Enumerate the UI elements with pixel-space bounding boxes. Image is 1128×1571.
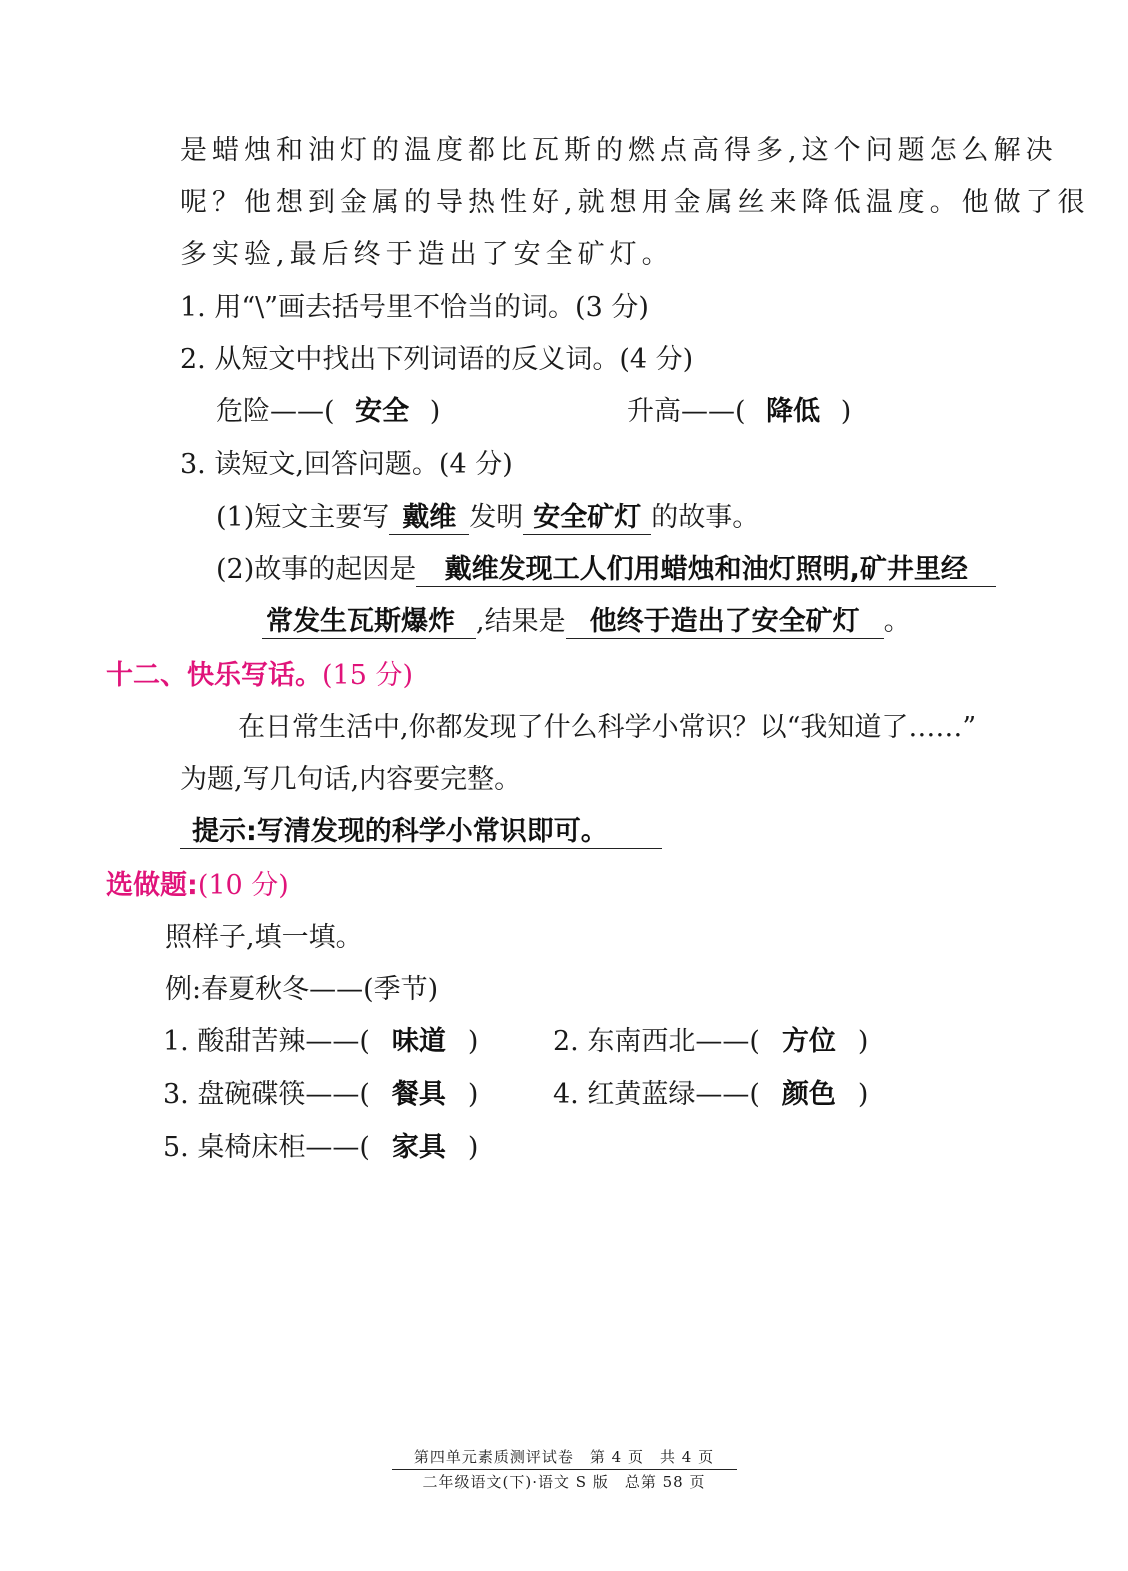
section-12-score: (15 分)	[322, 660, 414, 691]
section-12-para-2: 为题,写几句话,内容要完整。	[180, 764, 522, 795]
q3-sub-1	[216, 500, 759, 536]
q2-item-2-close: )	[840, 396, 852, 427]
q3-sub-2-answer-1b: 常发生瓦斯爆炸	[262, 606, 476, 639]
optional-item-label: 2. 东南西北——(	[553, 1026, 760, 1057]
passage-line-1: 是蜡烛和油灯的温度都比瓦斯的燃点高得多,这个问题怎么解决	[180, 135, 1058, 166]
optional-instruction: 照样子,填一填。	[165, 922, 363, 953]
q3-sub-2-line-2	[262, 604, 911, 640]
section-12-title: 十二、快乐写话。	[106, 660, 322, 691]
q2-item-1-answer: 安全	[355, 396, 410, 427]
section-12-para-1: 在日常生活中,你都发现了什么科学小常识？以“我知道了……”	[238, 712, 977, 743]
optional-title: 选做题:	[106, 870, 198, 901]
question-1: 1. 用“\”画去括号里不恰当的词。(3 分)	[180, 292, 649, 323]
q3-sub-1-suffix: 的故事。	[651, 502, 760, 533]
q3-sub-1-prefix: (1)短文主要写	[216, 502, 390, 533]
optional-item-label: 3. 盘碗碟筷——(	[163, 1079, 370, 1110]
hint-text: 提示:写清发现的科学小常识即可。	[180, 816, 662, 849]
q2-item-1	[216, 394, 440, 430]
q2-item-2	[627, 394, 851, 430]
q3-sub-1-answer-2: 安全矿灯	[523, 502, 651, 535]
optional-item-1	[163, 1024, 478, 1060]
footer-line-2: 二年级语文(下)·语文 S 版 总第 58 页	[422, 1473, 706, 1491]
optional-item-answer: 餐具	[391, 1079, 446, 1110]
optional-item-answer: 家具	[391, 1132, 446, 1163]
q3-sub-2-prefix: (2)故事的起因是	[216, 554, 417, 585]
q3-sub-2-answer-1a: 戴维发现工人们用蜡烛和油灯照明,矿井里经	[416, 554, 996, 587]
passage-line-2: 呢？他想到金属的导热性好,就想用金属丝来降低温度。他做了很	[180, 187, 1090, 218]
q2-item-1-close: )	[429, 396, 441, 427]
passage-line-3: 多实验,最后终于造出了安全矿灯。	[180, 239, 674, 270]
question-2: 2. 从短文中找出下列词语的反义词。(4 分)	[180, 344, 694, 375]
q2-item-2-answer: 降低	[766, 396, 821, 427]
section-12-heading	[106, 658, 413, 694]
optional-score: (10 分)	[197, 870, 289, 901]
q3-sub-2-line-1	[216, 552, 996, 588]
question-3: 3. 读短文,回答问题。(4 分)	[180, 449, 513, 480]
q3-sub-2-answer-2: 他终于造出了安全矿灯	[566, 606, 884, 639]
q3-sub-2-mid: ,结果是	[476, 606, 566, 637]
q2-item-2-word: 升高——(	[627, 396, 746, 427]
q3-sub-2-end: 。	[883, 606, 911, 637]
optional-example: 例:春夏秋冬——(季节)	[165, 974, 439, 1005]
footer-divider	[392, 1469, 737, 1470]
optional-item-close: )	[857, 1079, 869, 1110]
optional-item-label: 1. 酸甜苦辣——(	[163, 1026, 370, 1057]
optional-item-close: )	[467, 1026, 479, 1057]
optional-item-label: 5. 桌椅床柜——(	[163, 1132, 370, 1163]
section-12-hint	[180, 814, 662, 850]
optional-item-3	[163, 1077, 478, 1113]
optional-item-5	[163, 1130, 478, 1166]
optional-heading	[106, 868, 289, 904]
optional-item-2	[553, 1024, 868, 1060]
optional-item-label: 4. 红黄蓝绿——(	[553, 1079, 760, 1110]
optional-item-close: )	[467, 1132, 479, 1163]
optional-item-close: )	[857, 1026, 869, 1057]
q2-item-1-word: 危险——(	[216, 396, 335, 427]
q3-sub-1-answer-1: 戴维	[389, 502, 469, 535]
optional-item-answer: 味道	[391, 1026, 446, 1057]
footer-line-1: 第四单元素质测评试卷 第 4 页 共 4 页	[413, 1448, 715, 1466]
q3-sub-1-mid: 发明	[469, 502, 524, 533]
optional-item-answer: 方位	[781, 1026, 836, 1057]
optional-item-answer: 颜色	[781, 1079, 836, 1110]
optional-item-4	[553, 1077, 868, 1113]
optional-item-close: )	[467, 1079, 479, 1110]
